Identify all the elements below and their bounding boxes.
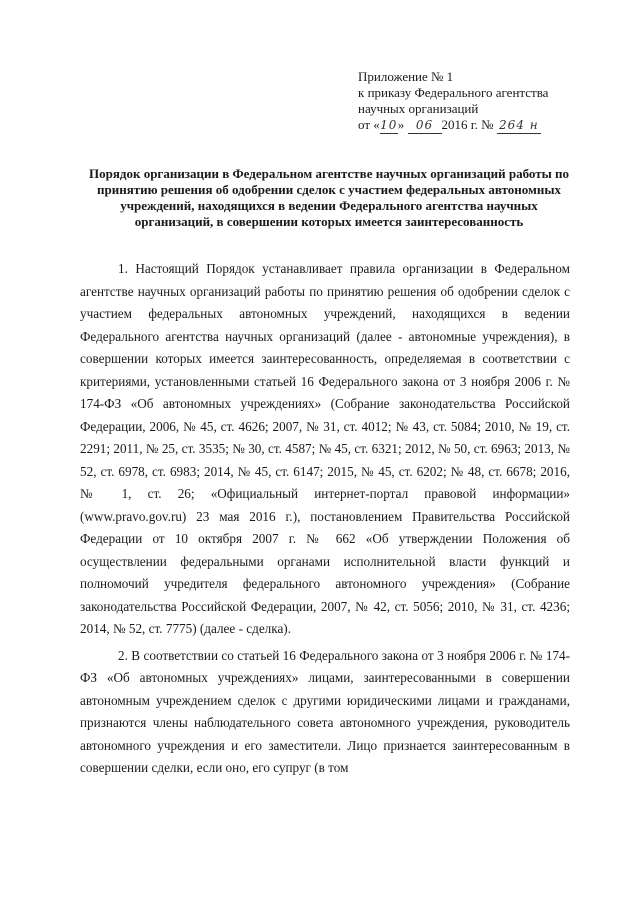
appendix-header (358, 69, 598, 134)
appendix-date-line (358, 117, 598, 134)
date-sep: » (397, 117, 405, 132)
paragraph-1: 1. Настоящий Порядок устанавливает правила организации в Федеральном агентстве научных организаций работы по принятию решения об одобрении сделок с участием федеральных автономных учреждений, находящихся в ведении Федерального агентства научных организаций (далее - автономные учреждения), в совершении которых имеется заинтересованность, определяемая в соответствии с критериями, установленными статьей 16 Федерального закона от 3 ноября 2006 г. № 174-ФЗ «Об автономных учреждениях» (Собрание законодательства Российской Федерации, 2006, № 45, ст. 4626; 2007, № 31, ст. 4012; № 43, ст. 5084; 2010, № 19, ст. 2291; 2011, № 25, ст. 3535; № 30, ст. 4587; № 45, ст. 6321; 2012, № 50, ст. 6963; 2013, № 52, ст. 6978, ст. 6983; 2014, № 45, ст. 6147; 2015, № 45, ст. 6202; № 48, ст. 6678; 2016, № 1, ст. 26; «Официальный интернет-портал правовой информации» (www.pravo.gov.ru) 23 мая 2016 г.), постановлением Правительства Российской Федерации от 10 октября 2007 г. № 662 «Об утверждении Положения об осуществлении федеральными органами исполнительной власти функций и полномочий учредителя федерального автономного учреждения» (Собрание законодательства Российской Федерации, 2007, № 42, ст. 5056; 2010, № 31, ст. 4236; 2014, № 52, ст. 7775) (далее - сделка). (80, 261, 570, 636)
date-month: 06 (408, 117, 442, 134)
date-day: 10 (380, 118, 398, 132)
document-body (80, 258, 570, 780)
order-number: 264 н (497, 117, 541, 134)
paragraph-2: 2. В соответствии со статьей 16 Федерального закона от 3 ноября 2006 г. № 174-ФЗ «Об автономных учреждениях» лицами, заинтересованными в совершении автономным учреждением сделок с другими юридическими лицами и гражданами, признаются члены наблюдательного совета автономного учреждения, руководитель автономного учреждения и его заместители. Лицо признается заинтересованным в совершении сделки, если оно, его супруг (в том (80, 647, 570, 775)
date-year: 2016 г. № (441, 117, 494, 132)
document-title: Порядок организации в Федеральном агентстве научных организаций работы по принятию решения об одобрении сделок с участием федеральных автономных учреждений, находящихся в ведении Федерального агентства научных организаций, в совершении которых имеется заинтересованность (89, 166, 569, 229)
appendix-number: Приложение № 1 (358, 69, 454, 84)
appendix-order-ref: к приказу Федерального агентства (358, 85, 549, 100)
appendix-agency: научных организаций (358, 101, 479, 116)
date-prefix: от « (358, 117, 380, 132)
